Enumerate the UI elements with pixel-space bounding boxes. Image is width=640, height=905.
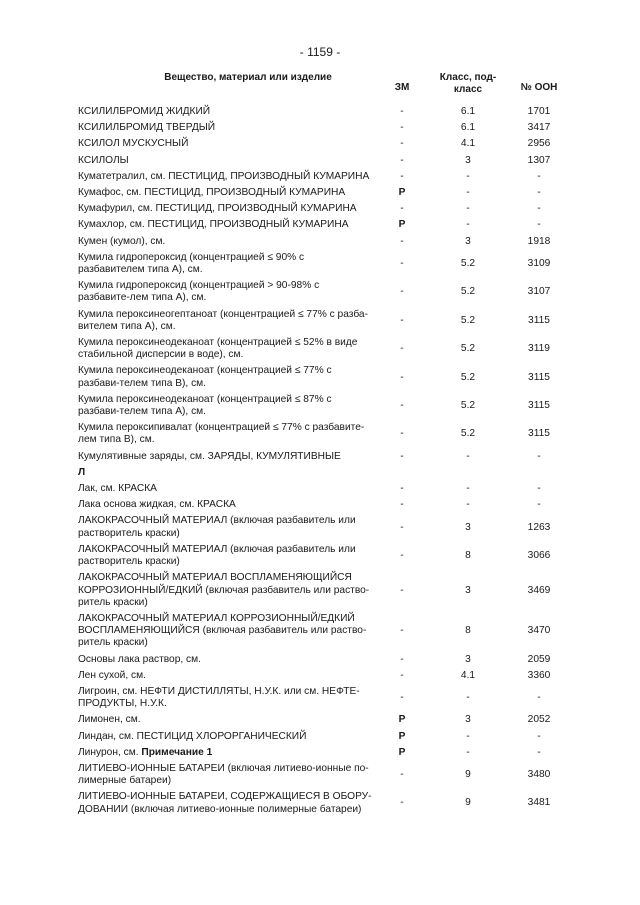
- header-substance: Вещество, материал или изделие: [164, 72, 332, 83]
- substance-name: [78, 712, 378, 728]
- substance-name: [78, 789, 378, 817]
- table-header: [78, 72, 568, 104]
- index-table: [78, 72, 568, 818]
- table-row: [78, 729, 568, 745]
- un-number-cell: 1918: [527, 235, 551, 247]
- substance-name-text: Кумулятивные заряды, см. ЗАРЯДЫ, КУМУЛЯТИВНЫЕ: [78, 450, 341, 462]
- marine-pollutant-cell: -: [400, 371, 404, 383]
- marine-pollutant-cell: -: [400, 428, 404, 440]
- substance-name: [78, 652, 378, 668]
- un-number-cell: 2956: [527, 138, 551, 150]
- substance-name: [78, 420, 378, 448]
- substance-name: [78, 729, 378, 745]
- un-number-cell: 3107: [527, 286, 551, 298]
- substance-name: [78, 392, 378, 420]
- substance-name: [78, 153, 378, 169]
- substance-name-text: Кумила пероксинеогептаноат (концентрацией ≤ 77% с разба-вителем типа А), см.: [78, 308, 368, 332]
- substance-name-text: Лен сухой, см.: [78, 669, 146, 681]
- class-cell: 3: [465, 154, 471, 166]
- substance-name-text: ЛАКОКРАСОЧНЫЙ МАТЕРИАЛ ВОСПЛАМЕНЯЮЩИЙСЯ КОРРОЗИОННЫЙ/ЕДКИЙ (включая разбавитель или раство-ритель краски): [78, 572, 370, 608]
- un-number-cell: 1701: [527, 106, 551, 117]
- substance-name-text: Кумафос, см. ПЕСТИЦИД, ПРОИЗВОДНЫЙ КУМАРИНА: [78, 187, 346, 199]
- table-row: [78, 481, 568, 497]
- un-number-cell: 3066: [527, 549, 551, 561]
- table-row: [78, 542, 568, 570]
- substance-name: [78, 201, 378, 217]
- class-cell: 5.2: [460, 399, 476, 411]
- substance-name: [78, 668, 378, 684]
- class-cell: 3: [465, 653, 471, 665]
- marine-pollutant-cell: -: [400, 769, 404, 781]
- class-cell: 5.2: [460, 371, 476, 383]
- substance-name: [78, 542, 378, 570]
- substance-name-text: Лимонен, см.: [78, 714, 141, 726]
- marine-pollutant-cell: -: [400, 122, 404, 134]
- un-number-cell: 3115: [528, 371, 550, 383]
- table-row: [78, 652, 568, 668]
- un-number-cell: -: [537, 730, 541, 742]
- un-number-cell: [510, 465, 568, 481]
- marine-pollutant-cell: -: [400, 286, 404, 298]
- table-row: [78, 120, 568, 136]
- substance-name: [78, 185, 378, 201]
- class-cell: 5.2: [460, 286, 476, 298]
- substance-name-text: Кумила пероксинеодеканоат (концентрацией ≤ 77% с разбави-телем типа В), см.: [78, 365, 332, 389]
- marine-pollutant-cell: -: [400, 314, 404, 326]
- marine-pollutant-cell: -: [400, 203, 404, 215]
- substance-name-text: Кумафурил, см. ПЕСТИЦИД, ПРОИЗВОДНЫЙ КУМАРИНА: [78, 203, 357, 215]
- substance-name: [78, 513, 378, 541]
- marine-pollutant-cell: -: [400, 797, 404, 809]
- marine-pollutant-cell: Р: [398, 730, 406, 742]
- class-cell: 5.2: [460, 314, 476, 326]
- class-cell: -: [466, 187, 470, 199]
- table-row: [78, 449, 568, 465]
- class-cell: -: [466, 499, 470, 511]
- marine-pollutant-cell: -: [400, 257, 404, 269]
- page-number: - 1159 -: [299, 45, 341, 59]
- marine-pollutant-cell: -: [400, 450, 404, 462]
- un-number-cell: -: [537, 483, 541, 495]
- table-row: [78, 234, 568, 250]
- marine-pollutant-cell: -: [400, 692, 404, 704]
- un-number-cell: 3481: [527, 797, 551, 809]
- un-number-cell: 3119: [528, 343, 550, 355]
- substance-name: [78, 570, 378, 611]
- class-cell: [426, 465, 510, 481]
- substance-name: [78, 250, 378, 278]
- table-row: [78, 761, 568, 789]
- section-letter-row: [78, 465, 568, 481]
- marine-pollutant-cell: -: [400, 549, 404, 561]
- un-number-cell: 2052: [527, 714, 551, 726]
- un-number-cell: 3109: [527, 257, 551, 269]
- header-marine-pollutant: ЗМ: [394, 82, 410, 93]
- un-number-cell: 3115: [528, 314, 550, 326]
- header-class: Класс, под-класс: [439, 72, 497, 95]
- marine-pollutant-cell: [378, 465, 426, 481]
- substance-name: [78, 104, 378, 120]
- substance-name-text: Кумахлор, см. ПЕСТИЦИД, ПРОИЗВОДНЫЙ КУМАРИНА: [78, 219, 349, 231]
- marine-pollutant-cell: Р: [398, 714, 406, 726]
- un-number-cell: 3360: [527, 669, 551, 681]
- class-cell: 4.1: [460, 669, 476, 681]
- table-row: [78, 307, 568, 335]
- substance-name: [78, 335, 378, 363]
- un-number-cell: -: [537, 450, 541, 462]
- un-number-cell: 1307: [527, 154, 551, 166]
- substance-name: [78, 363, 378, 391]
- class-cell: -: [466, 483, 470, 495]
- substance-name: [78, 611, 378, 652]
- substance-name-text: КСИЛИЛБРОМИД ТВЕРДЫЙ: [78, 122, 216, 134]
- substance-name-text: Кумила гидропероксид (концентрацией > 90-98% с разбавите-лем типа А), см.: [78, 280, 320, 304]
- class-cell: 9: [465, 769, 471, 781]
- header-un-number: № ООН: [520, 82, 558, 93]
- table-row: [78, 153, 568, 169]
- un-number-cell: 3115: [528, 399, 550, 411]
- table-row: [78, 250, 568, 278]
- substance-name-text: Л: [78, 466, 86, 478]
- marine-pollutant-cell: -: [400, 653, 404, 665]
- table-row: [78, 278, 568, 306]
- un-number-cell: -: [537, 499, 541, 511]
- substance-name: [78, 307, 378, 335]
- table-row: [78, 789, 568, 817]
- substance-name: [78, 120, 378, 136]
- class-cell: 8: [465, 549, 471, 561]
- class-cell: 5.2: [460, 257, 476, 269]
- substance-name-text: ЛАКОКРАСОЧНЫЙ МАТЕРИАЛ (включая разбавитель или растворитель краски): [78, 543, 356, 568]
- class-cell: 3: [465, 235, 471, 247]
- marine-pollutant-cell: -: [400, 106, 404, 117]
- un-number-cell: -: [537, 170, 541, 182]
- substance-name-text: Лака основа жидкая, см. КРАСКА: [78, 499, 236, 511]
- un-number-cell: 3417: [527, 122, 551, 134]
- table-row: [78, 712, 568, 728]
- un-number-cell: -: [537, 203, 541, 215]
- substance-name: [78, 684, 378, 712]
- un-number-cell: 3469: [527, 584, 551, 596]
- un-number-cell: -: [537, 219, 541, 231]
- marine-pollutant-cell: -: [400, 584, 404, 596]
- marine-pollutant-cell: -: [400, 521, 404, 533]
- table-row: [78, 513, 568, 541]
- substance-name-text: ЛИТИЕВО-ИОННЫЕ БАТАРЕИ (включая литиево-ионные по-лимерные батареи): [78, 762, 369, 787]
- substance-name: [78, 465, 378, 481]
- substance-name-text: ЛАКОКРАСОЧНЫЙ МАТЕРИАЛ КОРРОЗИОННЫЙ/ЕДКИЙ ВОСПЛАМЕНЯЮЩИЙСЯ (включая разбавитель или раство-ритель краски): [78, 612, 367, 649]
- table-body: [78, 104, 568, 818]
- substance-name-text: ЛИТИЕВО-ИОННЫЕ БАТАРЕИ, СОДЕРЖАЩИЕСЯ В ОБОРУ-ДОВАНИИ (включая литиево-ионные полимерные батареи): [78, 791, 372, 815]
- header-row: [78, 72, 568, 104]
- table-row: [78, 684, 568, 712]
- substance-name-text: Кумила гидропероксид (концентрацией ≤ 90% с разбавителем типа А), см.: [78, 251, 305, 276]
- substance-name-text: Лигроин, см. НЕФТИ ДИСТИЛЛЯТЫ, Н.У.К. или см. НЕФТЕ-ПРОДУКТЫ, Н.У.К.: [78, 685, 360, 710]
- marine-pollutant-cell: -: [400, 343, 404, 355]
- class-cell: -: [466, 203, 470, 215]
- class-cell: 6.1: [460, 106, 476, 117]
- class-cell: 5.2: [460, 343, 476, 355]
- marine-pollutant-cell: -: [400, 154, 404, 166]
- marine-pollutant-cell: Р: [398, 219, 406, 231]
- substance-name: [78, 278, 378, 306]
- table-row: [78, 497, 568, 513]
- marine-pollutant-cell: -: [400, 483, 404, 495]
- substance-name-text: КСИЛОЛ МУСКУСНЫЙ: [78, 138, 189, 150]
- table-row: [78, 217, 568, 233]
- table-row: [78, 363, 568, 391]
- substance-name: [78, 761, 378, 789]
- class-cell: -: [466, 170, 470, 182]
- substance-name: [78, 745, 378, 761]
- un-number-cell: -: [537, 187, 541, 199]
- class-cell: 6.1: [460, 122, 476, 134]
- substance-name-text: Основы лака раствор, см.: [78, 653, 201, 665]
- un-number-cell: -: [537, 692, 541, 704]
- substance-name-text: Кумила пероксипивалат (концентрацией ≤ 77% с разбавите-лем типа В), см.: [78, 422, 365, 446]
- table-row: [78, 136, 568, 152]
- class-cell: 8: [465, 625, 471, 637]
- class-cell: -: [466, 692, 470, 704]
- un-number-cell: -: [537, 746, 541, 758]
- class-cell: 4.1: [460, 138, 476, 150]
- substance-name-text: КСИЛИЛБРОМИД ЖИДКИЙ: [78, 106, 211, 117]
- class-cell: -: [466, 730, 470, 742]
- un-number-cell: 3480: [527, 769, 551, 781]
- substance-name-text: ЛАКОКРАСОЧНЫЙ МАТЕРИАЛ (включая разбавитель или растворитель краски): [78, 515, 356, 539]
- un-number-cell: 3470: [527, 625, 551, 637]
- table-row: [78, 169, 568, 185]
- table-row: [78, 570, 568, 611]
- substance-name: [78, 136, 378, 152]
- substance-name-text: Кумила пероксинеодеканоат (концентрацией ≤ 87% с разбави-телем типа А), см.: [78, 393, 332, 418]
- table-row: [78, 104, 568, 120]
- class-cell: -: [466, 746, 470, 758]
- dangerous-goods-index-table: [78, 72, 568, 818]
- marine-pollutant-cell: Р: [398, 187, 406, 199]
- table-row: [78, 185, 568, 201]
- table-row: [78, 201, 568, 217]
- class-cell: -: [466, 450, 470, 462]
- marine-pollutant-cell: -: [400, 235, 404, 247]
- substance-name: [78, 497, 378, 513]
- table-row: [78, 420, 568, 448]
- table-row: [78, 392, 568, 420]
- table-row: [78, 611, 568, 652]
- substance-name-text: КСИЛОЛЫ: [78, 154, 129, 166]
- class-cell: 5.2: [460, 428, 476, 440]
- note-reference: Примечание 1: [141, 746, 213, 758]
- un-number-cell: 3115: [528, 428, 550, 440]
- un-number-cell: 2059: [527, 653, 551, 665]
- substance-name: [78, 481, 378, 497]
- marine-pollutant-cell: Р: [398, 746, 406, 758]
- marine-pollutant-cell: -: [400, 669, 404, 681]
- table-row: [78, 335, 568, 363]
- class-cell: -: [466, 219, 470, 231]
- table-row: [78, 745, 568, 761]
- un-number-cell: 1263: [527, 521, 551, 533]
- class-cell: 3: [465, 714, 471, 726]
- substance-name: [78, 217, 378, 233]
- substance-name: [78, 449, 378, 465]
- class-cell: 3: [465, 584, 471, 596]
- class-cell: 3: [465, 521, 471, 533]
- class-cell: 9: [465, 797, 471, 809]
- table-row: [78, 668, 568, 684]
- marine-pollutant-cell: -: [400, 399, 404, 411]
- substance-name-text: Лак, см. КРАСКА: [78, 483, 157, 495]
- substance-name-text: Кумен (кумол), см.: [78, 235, 166, 247]
- substance-name-text: Линдан, см. ПЕСТИЦИД ХЛОРОРГАНИЧЕСКИЙ: [78, 730, 307, 742]
- substance-name: [78, 169, 378, 185]
- marine-pollutant-cell: -: [400, 625, 404, 637]
- substance-name-text: Кумила пероксинеодеканоат (концентрацией ≤ 52% в виде стабильной дисперсии в воде), см.: [78, 337, 358, 361]
- marine-pollutant-cell: -: [400, 499, 404, 511]
- substance-name-text: Куматетралил, см. ПЕСТИЦИД, ПРОИЗВОДНЫЙ КУМАРИНА: [78, 170, 370, 182]
- marine-pollutant-cell: -: [400, 138, 404, 150]
- marine-pollutant-cell: -: [400, 170, 404, 182]
- substance-name: [78, 234, 378, 250]
- substance-name-text: Линурон, см.: [78, 746, 139, 758]
